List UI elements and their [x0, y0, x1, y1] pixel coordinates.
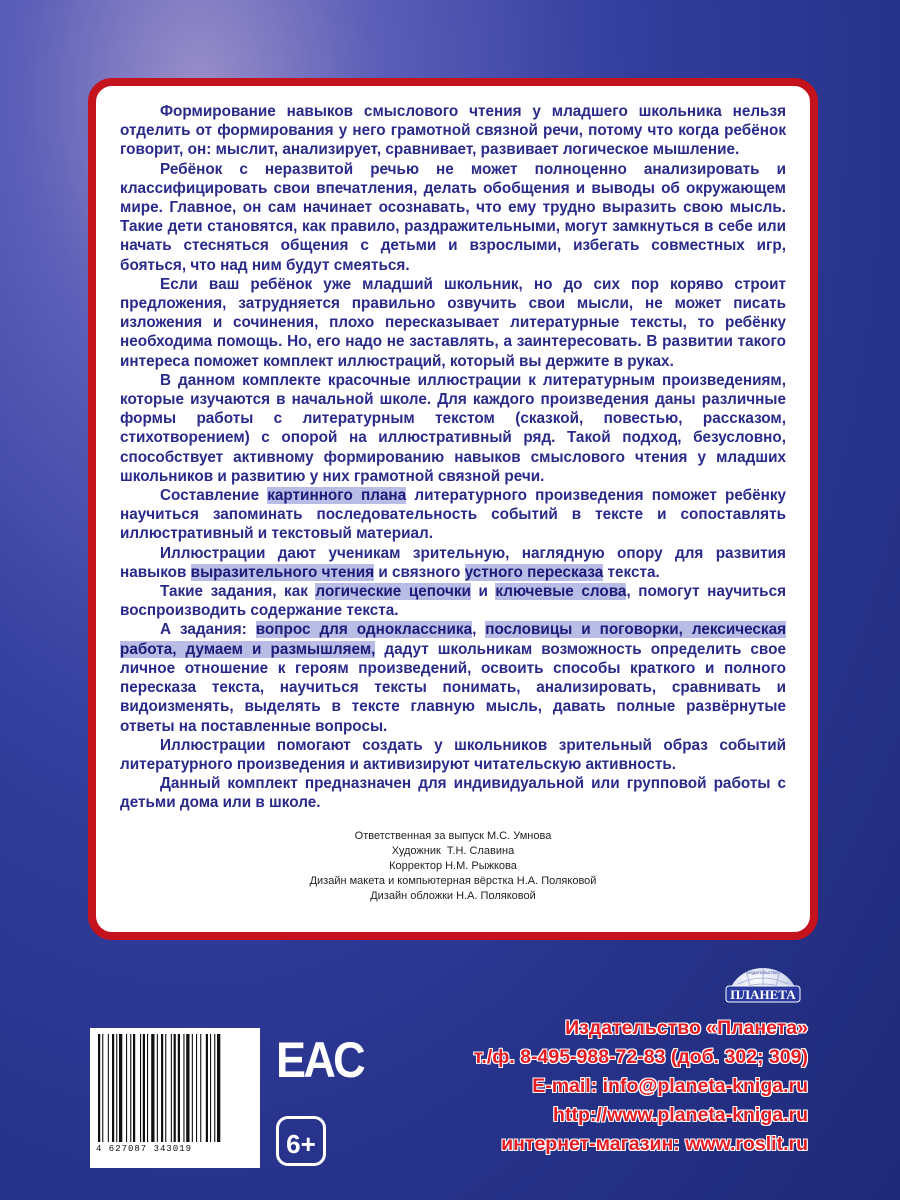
highlight-keywords: ключевые слова — [495, 583, 627, 601]
eac-mark: EAC — [276, 1032, 363, 1088]
highlight-classmate-question: вопрос для одноклассника — [255, 621, 473, 639]
highlight-picture-plan: картинного плана — [267, 487, 407, 505]
barcode-bar — [206, 1034, 208, 1142]
globe-icon — [722, 962, 804, 1012]
highlight-proverbs-lexical: пословицы и поговорки, лексическая работа, думаем и размышляем, — [120, 621, 787, 658]
paragraph-3: Если ваш ребёнок уже младший школьник, но до сих пор коряво строит предложения, затрудняется правильно озвучить свои мысли, не может писать изложения и сочинения, плохо пересказывает литературные тексты, то ребёнку необходима помощь. Но, его надо не заставлять, а заинтересовать. В развитии такого интереса поможет комплект иллюстраций, который вы держите в руках. — [120, 275, 786, 370]
barcode-bar — [119, 1034, 122, 1142]
credit-line: Корректор Н.М. Рыжкова — [389, 859, 517, 872]
paragraph-6 — [120, 544, 786, 582]
paragraph-7-text: Такие задания, как — [160, 583, 316, 601]
paragraph-8-text: А задания: — [160, 621, 256, 639]
barcode-bar — [214, 1034, 215, 1142]
barcode-bar — [140, 1034, 141, 1142]
paragraph-8-text-end: дадут школьникам возможность определить свое личное отношение к героям произведений, освоить способы краткого и полного пересказа текста, научиться тексты понимать, анализировать, сравнивать и видоизменять, выделять в тексте главную мысль, давать полные развёрнутые ответы на поставленные вопросы. — [120, 640, 786, 735]
highlight-expressive-reading: выразительного чтения — [190, 563, 375, 581]
paragraph-5-text-end: литературного произведения поможет ребёнку научиться запоминать последовательность событий в тексте и сопоставлять иллюстративный и текстовый материал. — [120, 487, 787, 543]
paragraph-8-text-comma: , — [472, 621, 486, 639]
paragraph-1: Формирование навыков смыслового чтения у младшего школьника нельзя отделить от формирования у него грамотной связной речи, потому что когда ребёнок говорит, он: мыслит, анализирует, сравнивает, развивает логическое мышление. — [120, 103, 786, 159]
barcode-bar — [174, 1034, 176, 1142]
barcode-bar — [130, 1034, 131, 1142]
paragraph-6-text: Иллюстрации дают ученикам зрительную, наглядную опору для развития навыков — [120, 544, 786, 581]
credits — [120, 829, 786, 904]
publisher-name: Издательство «Планета» — [565, 1017, 808, 1039]
paragraph-8 — [120, 620, 786, 735]
age-rating-badge: 6+ — [276, 1116, 326, 1166]
shop-link[interactable]: интернет-магазин: www.roslit.ru — [501, 1133, 808, 1155]
paragraph-10: Данный комплект предназначен для индивидуальной или групповой работы с детьми дома или в школе. — [120, 775, 786, 812]
highlight-oral-retelling: устного пересказа — [464, 563, 604, 581]
barcode-bar — [178, 1034, 180, 1142]
barcode-bar — [186, 1034, 189, 1142]
email-link[interactable]: E-mail: info@planeta-kniga.ru — [532, 1075, 808, 1097]
barcode-icon — [96, 1034, 254, 1142]
credit-line: Ответственная за выпуск М.С. Умнова — [354, 829, 552, 842]
paragraph-7-text-mid: и — [470, 583, 496, 601]
paragraph-6-text-end: текста. — [603, 563, 660, 581]
barcode-bar — [157, 1034, 158, 1142]
credit-line: Художник Т.Н. Славина — [391, 844, 515, 857]
barcode-bar — [126, 1034, 127, 1142]
logo-text: ПЛАНЕТА — [730, 987, 796, 1002]
barcode-digits: 4 627087 343019 — [96, 1144, 193, 1154]
barcode-bar — [102, 1034, 103, 1142]
barcode-bar — [151, 1034, 154, 1142]
highlight-logic-chains: логические цепочки — [315, 583, 471, 601]
barcode-bar — [112, 1034, 114, 1142]
publisher-contacts — [474, 1014, 808, 1159]
paragraph-5 — [120, 486, 786, 544]
barcode-bar — [196, 1034, 197, 1142]
phone: т./ф. 8-495-988-72-83 (доб. 302; 309) — [473, 1046, 808, 1068]
paragraph-9: Иллюстрации помогают создать у школьников зрительный образ событий литературного произведения и активизируют читательскую активность. — [120, 736, 786, 773]
barcode — [90, 1028, 260, 1168]
description-card — [88, 78, 818, 940]
paragraph-7-text-end: , помогут научиться воспроизводить содержание текста. — [120, 583, 787, 620]
barcode-bar — [147, 1034, 148, 1142]
barcode-bar — [116, 1034, 117, 1142]
barcode-bar — [143, 1034, 145, 1142]
barcode-bar — [133, 1034, 135, 1142]
credit-line: Дизайн макета и компьютерная вёрстка Н.А. Поляковой — [309, 874, 597, 887]
paragraph-5-text: Составление — [160, 487, 268, 505]
website-link[interactable]: http://www.planeta-kniga.ru — [553, 1104, 808, 1126]
barcode-bar — [108, 1034, 109, 1142]
barcode-bar — [217, 1034, 220, 1142]
barcode-bar — [183, 1034, 184, 1142]
logo-arc-text: ИЗДАТЕЛЬСТВО — [747, 970, 779, 975]
paragraph-2: Ребёнок с неразвитой речью не может полноценно анализировать и классифицировать свои впечатления, делать обобщения и выводы об окружающем мире. Главное, он сам начинает осознавать, что ему трудно выразить свою мысль. Такие дети становятся, как правило, раздражительными, могут замкнуться в себе или начать стесняться общения с детьми и взрослыми, избегать совместных игр, бояться, что над ним будут смеяться. — [120, 160, 786, 274]
barcode-bar — [210, 1034, 211, 1142]
barcode-bar — [192, 1034, 193, 1142]
barcode-bar — [165, 1034, 166, 1142]
paragraph-7 — [120, 582, 786, 620]
publisher-logo — [722, 962, 804, 1012]
barcode-bar — [200, 1034, 201, 1142]
footer-marks — [90, 1028, 363, 1168]
barcode-bar — [98, 1034, 100, 1142]
paragraph-4: В данном комплекте красочные иллюстрации к литературным произведениям, которые изучаются в начальной школе. Для каждого произведения даны различные формы работы с литературным текстом (сказкой, повестью, рассказом, стихотворением) с опорой на иллюстративный ряд. Такой подход, безусловно, способствует активному формированию навыков смыслового чтения у младших школьников и развитию у них грамотной связной речи. — [120, 371, 786, 485]
barcode-bar — [171, 1034, 172, 1142]
paragraph-6-text-mid: и связного — [374, 563, 465, 581]
credit-line: Дизайн обложки Н.А. Поляковой — [370, 889, 536, 902]
description-text — [120, 102, 786, 813]
barcode-bar — [161, 1034, 163, 1142]
